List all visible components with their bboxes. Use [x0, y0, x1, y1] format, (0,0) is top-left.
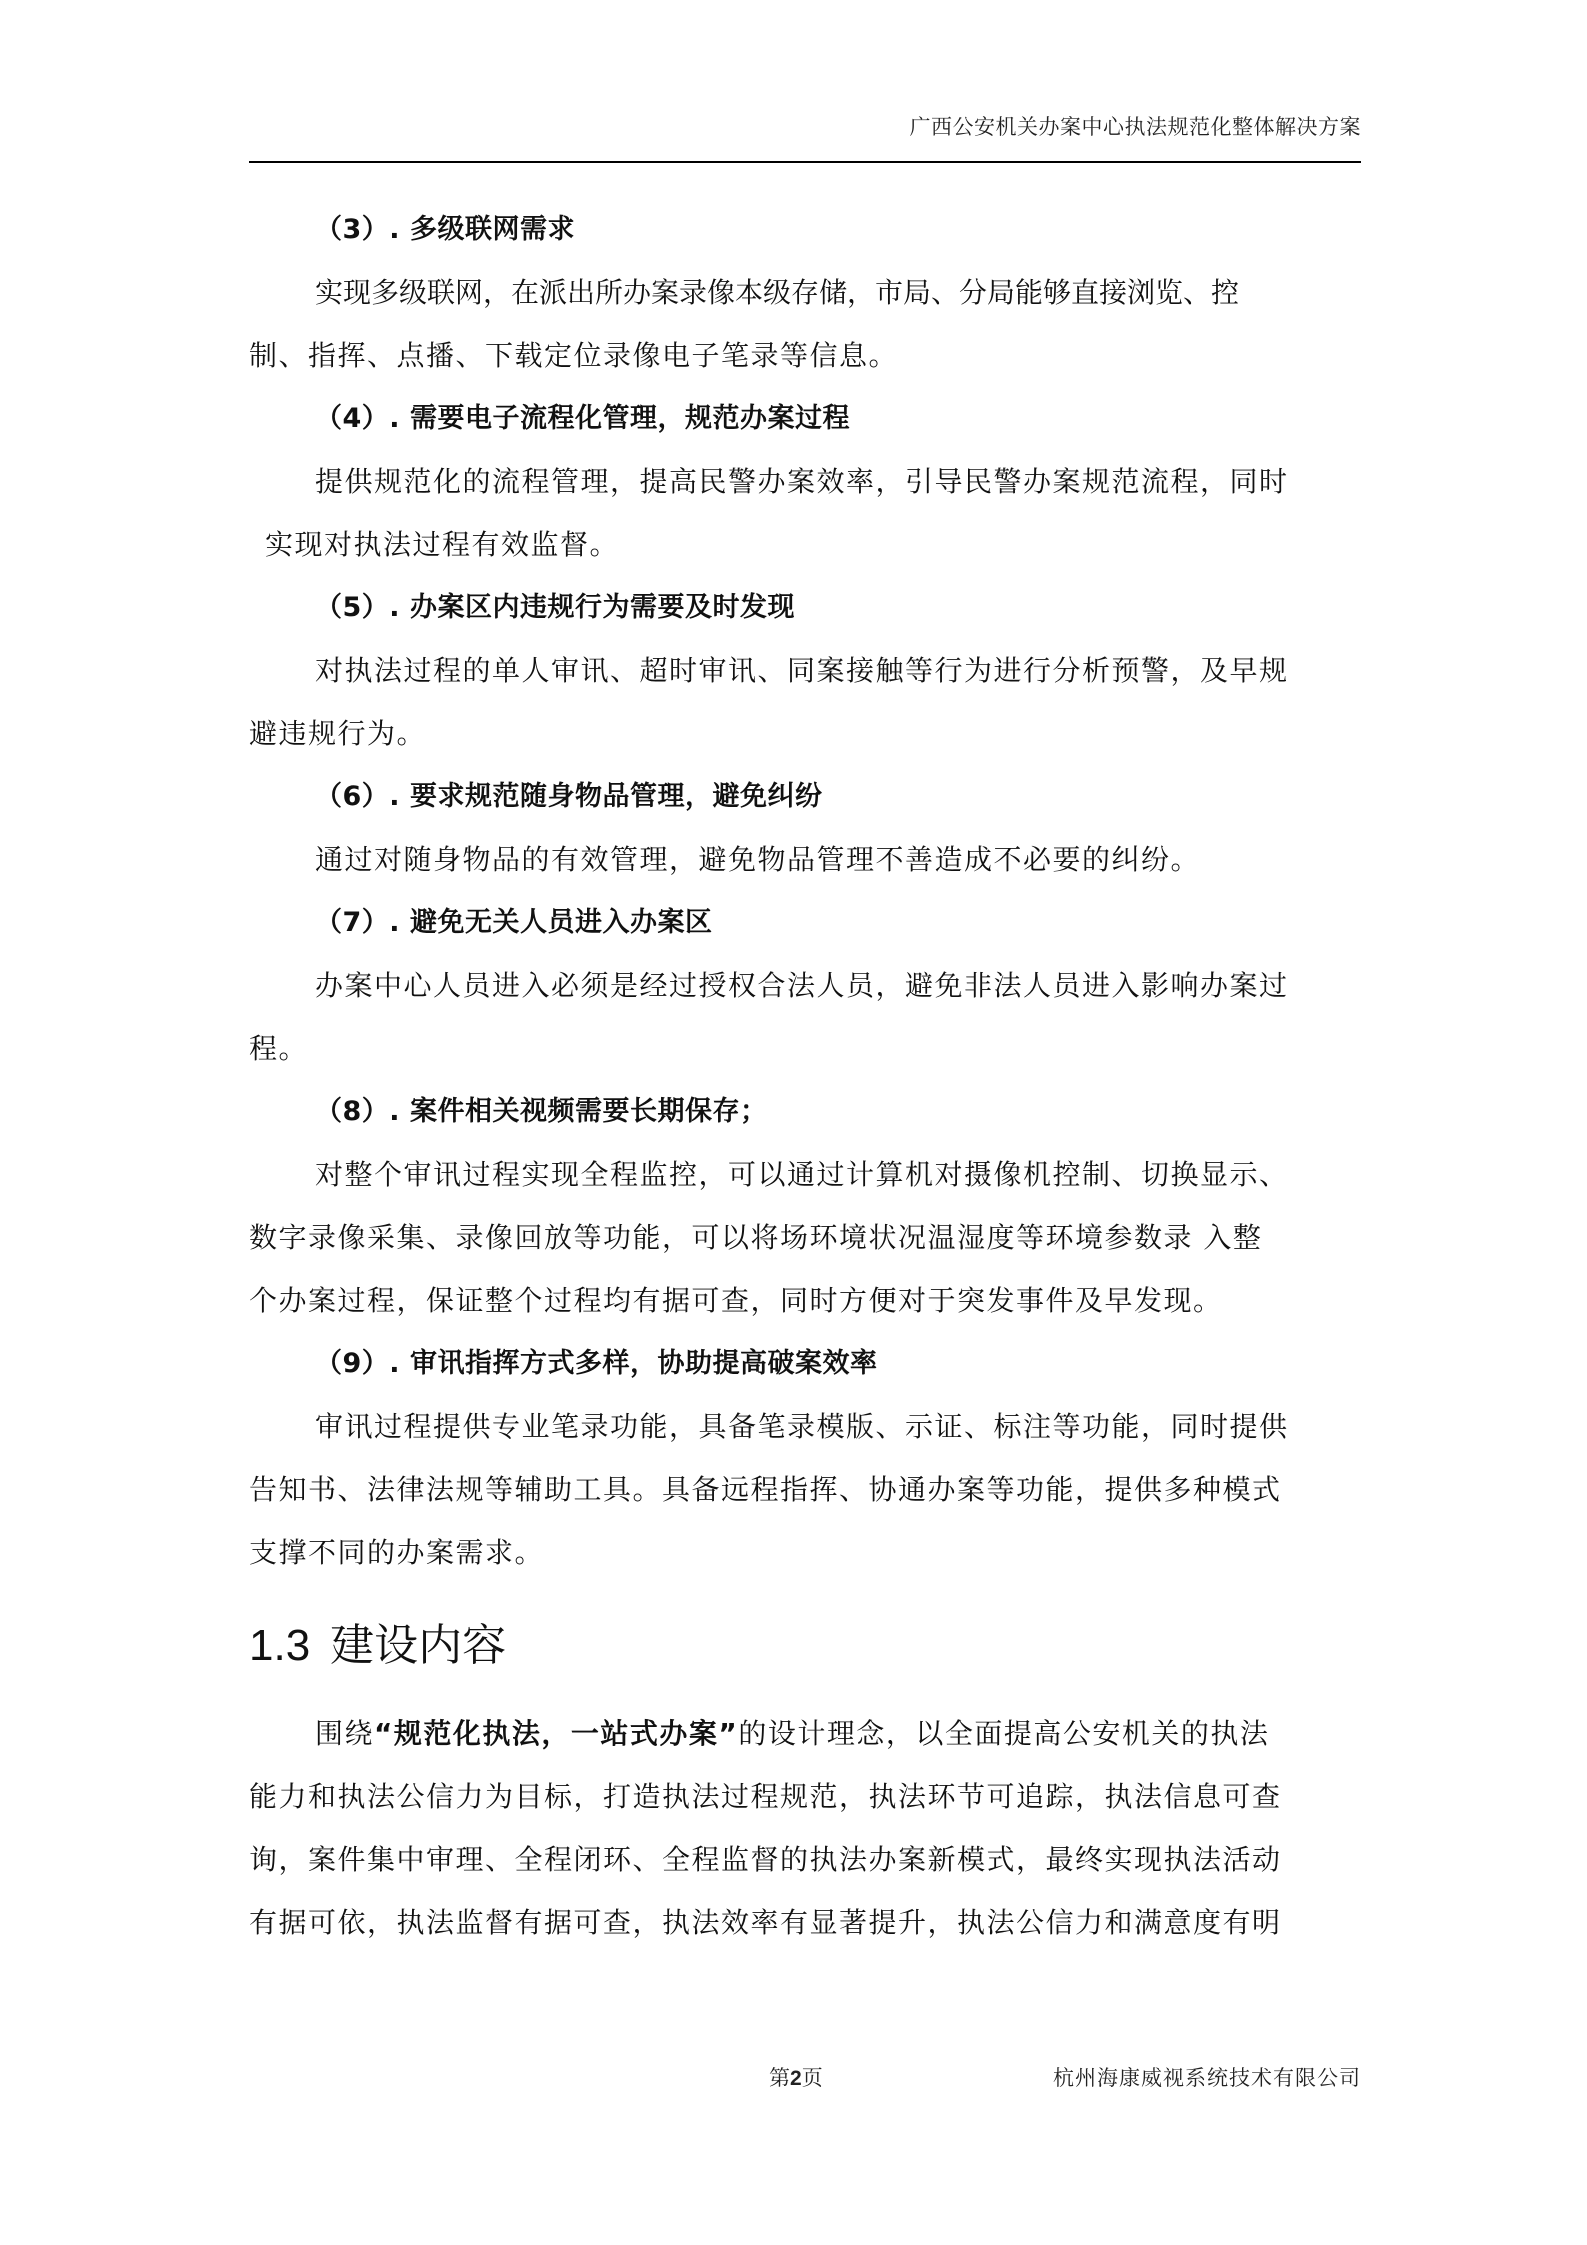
intro-slogan: “规范化执法，一站式办案”: [374, 1717, 739, 1750]
paragraph-line: 能力和执法公信力为目标，打造执法过程规范，执法环节可追踪，执法信息可查: [249, 1780, 1282, 1813]
paragraph-line: 通过对随身物品的有效管理，避免物品管理不善造成不必要的纠纷。: [315, 843, 1201, 876]
page-header: [249, 105, 1361, 165]
subheading-7: （7）. 避免无关人员进入办案区: [315, 907, 713, 938]
document-title: 广西公安机关办案中心执法规范化整体解决方案: [909, 115, 1361, 139]
paragraph-line: 实现对执法过程有效监督。: [265, 528, 620, 561]
paragraph-line: 告知书、法律法规等辅助工具。具备远程指挥、协通办案等功能，提供多种模式: [249, 1473, 1282, 1506]
paragraph-line: 对执法过程的单人审讯、超时审讯、同案接触等行为进行分析预警，及早规: [315, 654, 1289, 687]
paragraph-line: 审讯过程提供专业笔录功能，具备笔录模版、示证、标注等功能，同时提供: [315, 1410, 1289, 1443]
paragraph-line: 程。: [249, 1032, 309, 1065]
page-number: [769, 2062, 823, 2092]
paragraph-line: 有据可依，执法监督有据可查，执法效率有显著提升，执法公信力和满意度有明: [249, 1906, 1282, 1939]
paragraph-line: 办案中心人员进入必须是经过授权合法人员，避免非法人员进入影响办案过: [315, 969, 1289, 1002]
paragraph-line: 实现多级联网，在派出所办案录像本级存储，市局、分局能够直接浏览、控: [315, 276, 1240, 309]
page-number-value: 2: [790, 2067, 802, 2090]
section-title-text: 建设内容: [330, 1621, 507, 1670]
header-rule: [249, 161, 1361, 163]
paragraph-line: 提供规范化的流程管理，提高民警办案效率，引导民警办案规范流程，同时: [315, 465, 1289, 498]
page-prefix: 第: [769, 2066, 790, 2090]
company-name: 杭州海康威视系统技术有限公司: [1053, 2066, 1361, 2090]
subheading-3: （3）. 多级联网需求: [315, 214, 575, 245]
paragraph-line: 制、指挥、点播、下载定位录像电子笔录等信息。: [249, 339, 899, 372]
paragraph-line: [249, 1702, 1361, 1765]
paragraph-line: 对整个审讯过程实现全程监控，可以通过计算机对摄像机控制、切换显示、: [315, 1158, 1289, 1191]
paragraph-line: 支撑不同的办案需求。: [249, 1536, 545, 1569]
section-heading-1-3: [249, 1598, 1361, 1694]
intro-prefix: 围绕: [315, 1717, 375, 1750]
page-suffix: 页: [801, 2066, 823, 2090]
subheading-5: （5）. 办案区内违规行为需要及时发现: [315, 592, 795, 623]
page-footer: [249, 2062, 1361, 2102]
section-number: 1.3: [249, 1621, 311, 1670]
subheading-9: （9）. 审讯指挥方式多样，协助提高破案效率: [315, 1348, 878, 1379]
paragraph-line: 避违规行为。: [249, 717, 427, 750]
subheading-4: （4）. 需要电子流程化管理，规范办案过程: [315, 403, 850, 434]
document-body: [249, 198, 1361, 1954]
subheading-6: （6）. 要求规范随身物品管理，避免纠纷: [315, 781, 823, 812]
intro-suffix: 的设计理念，以全面提高公安机关的执法: [738, 1717, 1270, 1750]
paragraph-line: 询，案件集中审理、全程闭环、全程监督的执法办案新模式，最终实现执法活动: [249, 1843, 1282, 1876]
paragraph-line: 数字录像采集、录像回放等功能，可以将场环境状况温湿度等环境参数录 入整: [249, 1221, 1263, 1254]
paragraph-line: 个办案过程，保证整个过程均有据可查，同时方便对于突发事件及早发现。: [249, 1284, 1223, 1317]
subheading-8: （8）. 案件相关视频需要长期保存；: [315, 1096, 768, 1127]
